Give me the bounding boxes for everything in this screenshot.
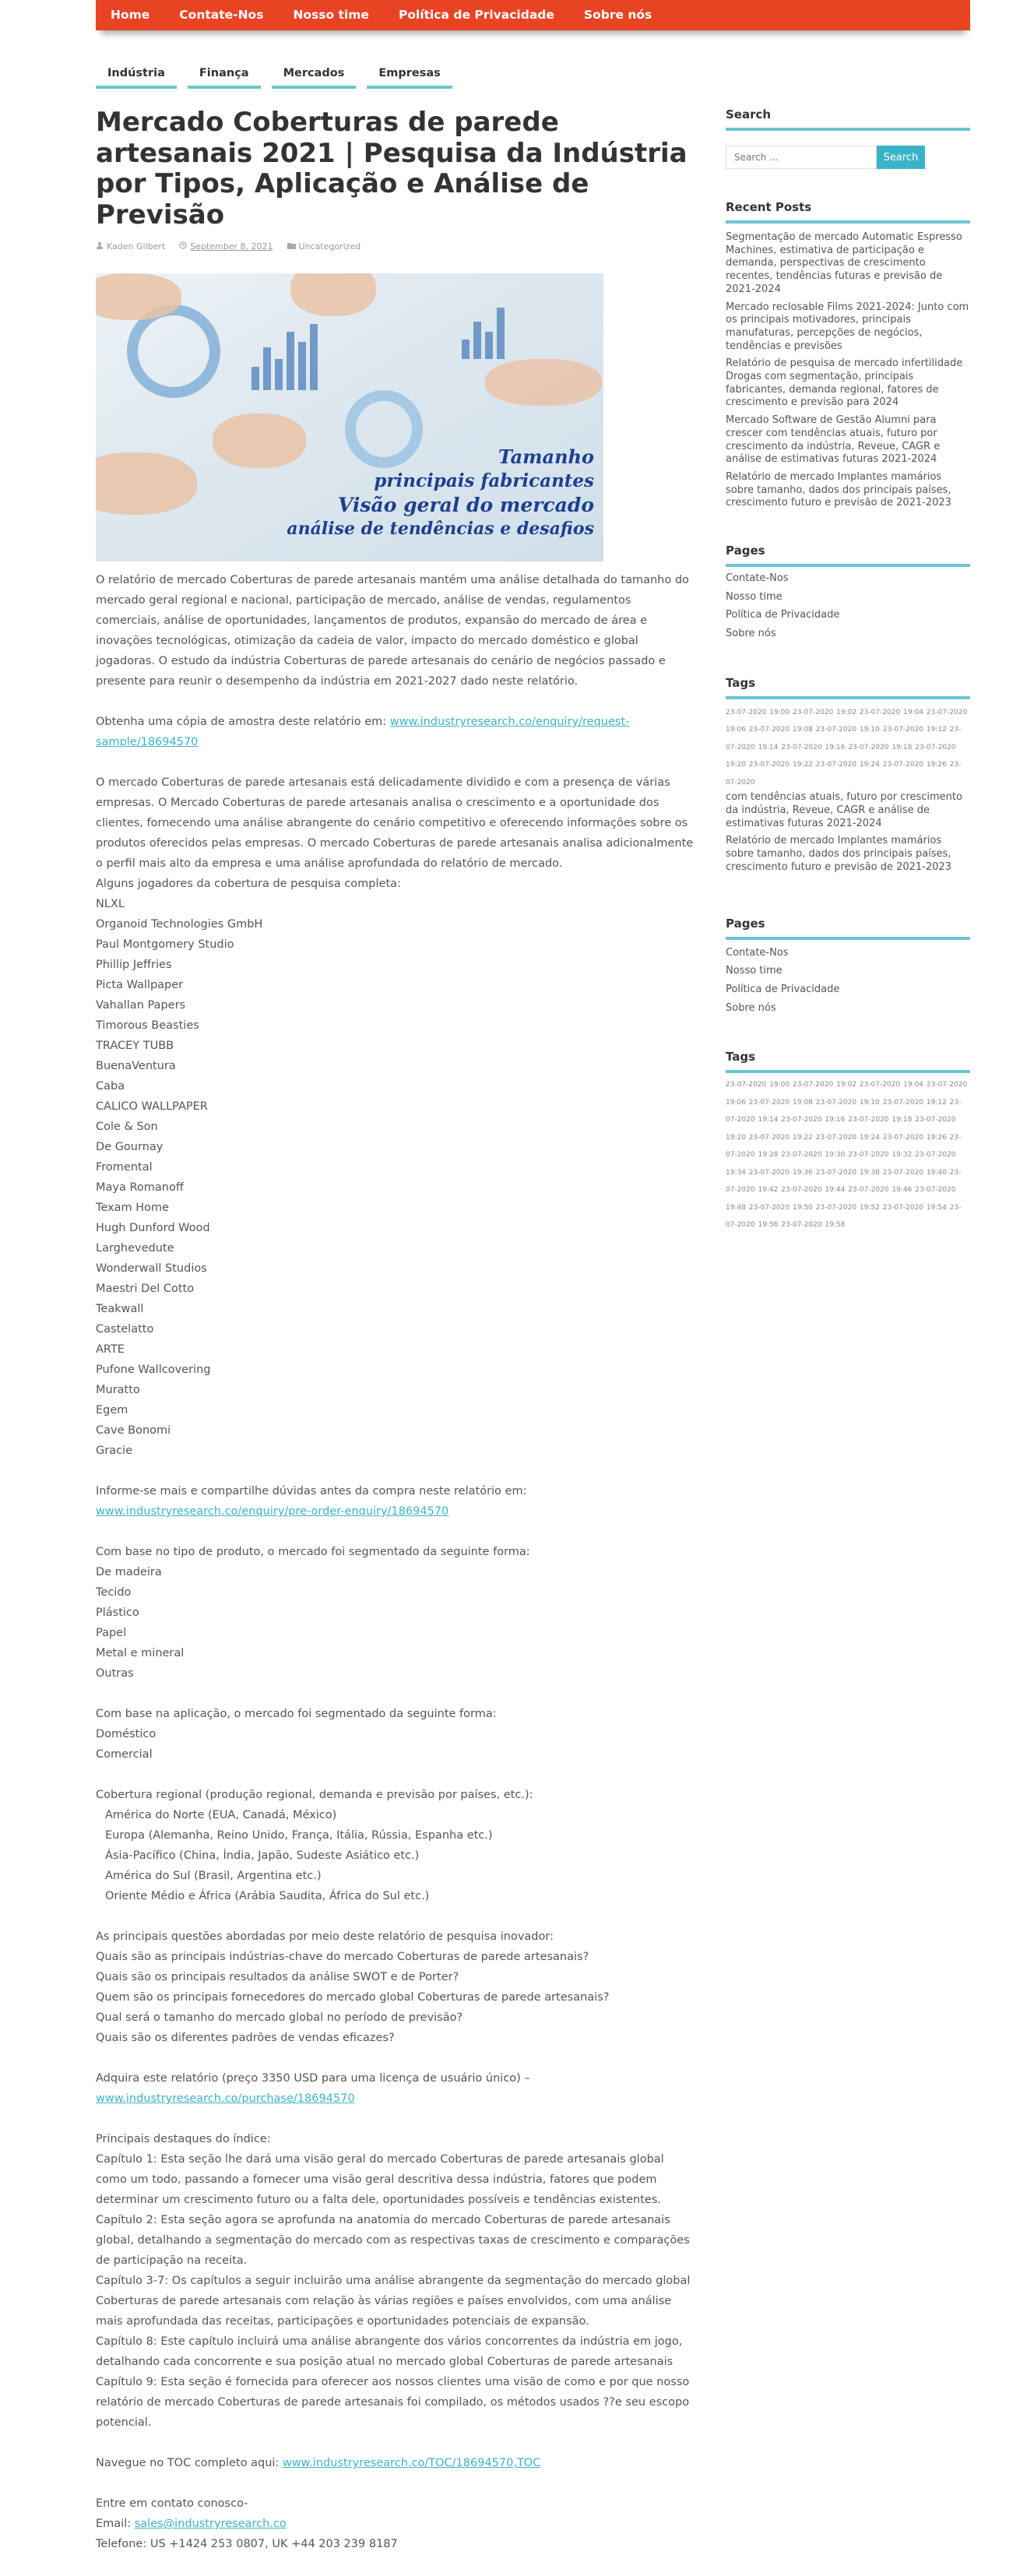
page-link[interactable]: Nosso time (726, 965, 783, 977)
players-list (96, 894, 695, 1461)
player-item: Teakwall (96, 1303, 144, 1315)
page-link[interactable]: Contate-Nos (726, 946, 789, 959)
pages-widget (726, 544, 970, 641)
player-item: Phillip Jeffries (96, 959, 172, 971)
player-item: De Gournay (96, 1141, 164, 1153)
player-item: Caba (96, 1080, 125, 1093)
post-date[interactable]: September 8, 2021 (190, 241, 273, 252)
region-item: América do Sul (Brasil, Argentina etc.) (105, 1870, 322, 1882)
hand-graphic (290, 273, 376, 316)
nav-privacidade[interactable]: Política de Privacidade (398, 8, 554, 22)
player-item: Muratto (96, 1384, 140, 1396)
player-item: Pufone Wallcovering (96, 1364, 211, 1376)
toc-heading: Principais destaques do índice: (96, 2133, 271, 2145)
question-item: Qual será o tamanho do mercado global no período de previsão? (96, 2011, 463, 2024)
question-item: Quais são os diferentes padrões de vendas eficazes? (96, 2032, 395, 2044)
post-date-meta (179, 241, 273, 252)
preorder-paragraph (96, 1501, 695, 1522)
pages-list (726, 572, 970, 641)
hand-graphic (96, 273, 181, 320)
nav-home[interactable]: Home (111, 8, 150, 22)
player-item: Hugh Dunford Wood (96, 1222, 210, 1234)
player-item: Castelatto (96, 1323, 154, 1336)
search-button[interactable]: Search (877, 146, 925, 169)
player-item: Organoid Technologies GmbH (96, 918, 263, 931)
category-nav (96, 67, 452, 89)
nav-nosso-time[interactable]: Nosso time (293, 8, 369, 22)
caption-line: Visão geral do mercado (337, 494, 594, 516)
player-item: Paul Montgomery Studio (96, 938, 234, 951)
toc-list (96, 2149, 695, 2433)
questions-heading: As principais questões abordadas por meio deste relatório de pesquisa inovador: (96, 1930, 554, 1943)
tags-overflow-list (726, 791, 970, 874)
sample-text: Obtenha uma cópia de amostra deste relatório em: (96, 716, 390, 728)
recent-post-link[interactable]: Mercado reclosable Films 2021-2024: Junto com os principais motivadores, principais manufaturas, percepções de negócios, tendências e previsões (726, 301, 969, 352)
toc-item: Capítulo 2: Esta seção agora se aprofunda na anatomia do mercado Coberturas de parede artesanais global, detalhando a segmentação do mercado com as respectivas taxas de crescimento e comparações de participação na receita. (96, 2214, 690, 2267)
player-item: Maestri Del Cotto (96, 1283, 195, 1295)
post-article (96, 107, 695, 2554)
tags-title-2: Tags (726, 1050, 970, 1073)
type-item: Outras (96, 1667, 134, 1680)
post-content (96, 570, 695, 2554)
page-link[interactable]: Política de Privacidade (726, 984, 840, 995)
post-author-meta (96, 241, 165, 252)
recent-posts-widget (726, 200, 970, 510)
question-item: Quais são as principais indústrias-chave do mercado Coberturas de parede artesanais? (96, 1951, 589, 1963)
preorder-link[interactable]: www.industryresearch.co/enquiry/pre-order-enquiry/18694570 (96, 1505, 449, 1518)
search-input[interactable] (726, 146, 877, 169)
purchase-paragraph (96, 2089, 695, 2109)
contact-heading: Entre em contato conosco- (96, 2497, 248, 2510)
player-item: Texam Home (96, 1202, 170, 1214)
sample-link[interactable]: www.industryresearch.co/enquiry/request-sample/18694570 (96, 716, 630, 748)
toc-link-text: Navegue no TOC completo aqui: (96, 2457, 283, 2469)
bar-chart-graphic (462, 304, 505, 359)
region-heading: Cobertura regional (produção regional, demanda e previsão por países, etc.): (96, 1789, 533, 1801)
player-item: Wonderwall Studios (96, 1262, 207, 1275)
tag-cloud[interactable]: 23-07-2020 19:00 23-07-2020 19:02 23-07-2020 19:04 23-07-2020 19:06 23-07-2020 19:08 23-07-2020 19:10 23-07-2020 19:12 23-07-2020 19:14 23-07-2020 19:16 23-07-2020 19:18 23-07-2020 19:20 23-07-2020 19:22 23-07-2020 19:24 23-07-2020 19:26 23-07-2020 (726, 708, 968, 787)
player-item: Cave Bonomi (96, 1424, 171, 1437)
page-link[interactable]: Sobre nós (726, 628, 776, 640)
category-empresas[interactable]: Empresas (367, 67, 452, 89)
email-paragraph (96, 2514, 695, 2534)
recent-post-link[interactable]: Mercado Software de Gestão Alumni para crescer com tendências atuais, futuro por crescimento da indústria, Reveue, CAGR e análise de estimativas futuras 2021-2024 (726, 414, 941, 466)
recent-posts-list (726, 231, 970, 510)
player-item: Cole & Son (96, 1121, 158, 1133)
tag-cloud-2[interactable]: 23-07-2020 19:00 23-07-2020 19:02 23-07-2020 19:04 23-07-2020 19:06 23-07-2020 19:08 23-07-2020 19:10 23-07-2020 19:12 23-07-2020 19:14 23-07-2020 19:16 23-07-2020 19:18 23-07-2020 19:20 23-07-2020 19:22 23-07-2020 19:24 23-07-2020 19:26 23-07-2020 19:28 23-07-2020 19:30 23-07-2020 19:32 23-07-2020 19:34 23-07-2020 19:36 23-07-2020 19:38 23-07-2020 19:40 23-07-2020 19:42 23-07-2020 19:44 23-07-2020 19:46 23-07-2020 19:48 23-07-2020 19:50 23-07-2020 19:52 23-07-2020 19:54 23-07-2020 19:56 23-07-2020 19:58 (726, 1081, 968, 1230)
user-icon (96, 241, 104, 252)
pages-title-2: Pages (726, 917, 970, 940)
player-item: Egem (96, 1404, 128, 1416)
types-list (96, 1562, 695, 1684)
toc-item: Capítulo 1: Esta seção lhe dará uma visão geral do mercado Coberturas de parede artesanais global como um todo, passando a fornecer uma visão geral descritiva dessa indústria, fatores que podem determinar um crescimento futuro ou a falta dele, oportunidades possíveis e tendências existentes. (96, 2153, 664, 2206)
application-item: Doméstico (96, 1728, 157, 1740)
search-widget (726, 107, 970, 169)
questions-list (96, 1947, 695, 2048)
application-item: Comercial (96, 1748, 153, 1761)
players-heading: Alguns jogadores da cobertura de pesquisa completa: (96, 878, 401, 890)
clock-icon (179, 241, 187, 252)
featured-image-caption (287, 445, 594, 541)
player-item: Picta Wallpaper (96, 979, 184, 991)
category-financa[interactable]: Finança (188, 67, 261, 89)
tags-title: Tags (726, 676, 970, 699)
caption-line: principais fabricantes (374, 470, 594, 491)
category-industria[interactable]: Indústria (96, 67, 177, 89)
type-item: De madeira (96, 1566, 162, 1578)
type-item: Plástico (96, 1606, 139, 1619)
player-item: Maya Romanoff (96, 1181, 184, 1194)
search-widget-title: Search (726, 107, 970, 131)
post-meta (96, 241, 695, 252)
recent-post-link[interactable]: Relatório de mercado Implantes mamários sobre tamanho, dados dos principais países, crescimento futuro e previsão de 2021-2023 (726, 835, 951, 873)
bar-chart-graphic (251, 320, 318, 390)
pages-widget-2 (726, 917, 970, 1015)
question-item: Quem são os principais fornecedores do mercado global Coberturas de parede artesanais? (96, 1991, 610, 2004)
hand-graphic (96, 452, 197, 515)
region-item: Europa (Alemanha, Reino Unido, França, Itália, Rússia, Espanha etc.) (105, 1829, 493, 1842)
page-link[interactable]: Contate-Nos (726, 572, 789, 585)
nav-contate-nos[interactable]: Contate-Nos (179, 8, 264, 22)
region-item: Ásia-Pacífico (China, Índia, Japão, Sudeste Asiático etc.) (105, 1849, 420, 1862)
preorder-text: Informe-se mais e compartilhe dúvidas antes da compra neste relatório em: (96, 1485, 527, 1497)
purchase-link[interactable]: www.industryresearch.co/purchase/18694570 (96, 2092, 355, 2105)
player-item: BuenaVentura (96, 1060, 176, 1072)
recent-post-link[interactable]: Relatório de pesquisa de mercado infertilidade Drogas com segmentação, principais fabricantes, demanda regional, fatores de crescimento e previsão para 2024 (726, 357, 963, 409)
sample-paragraph (96, 712, 695, 752)
toc-item: Capítulo 8: Este capítulo incluirá uma análise abrangente dos vários concorrentes da indústria em jogo, detalhando cada concorrente e sua posição atual no mercado global Coberturas de parede artesanais (96, 2335, 683, 2368)
type-item: Metal e mineral (96, 1647, 185, 1659)
application-heading: Com base na aplicação, o mercado foi segmentado da seguinte forma: (96, 1708, 497, 1720)
tags-widget (726, 676, 970, 875)
post-title: Mercado Coberturas de parede artesanais 2021 | Pesquisa da Indústria por Tipos, Aplicação e Análise de Previsão (96, 107, 688, 231)
top-nav (96, 0, 970, 30)
post-category[interactable]: Uncategorized (298, 241, 361, 252)
caption-line: análise de tendências e desafios (287, 519, 594, 539)
player-item: Fromental (96, 1161, 153, 1174)
tags-widget-2 (726, 1050, 970, 1234)
sidebar (726, 107, 970, 1234)
category-mercados[interactable]: Mercados (272, 67, 357, 89)
player-item: Larghevedute (96, 1242, 174, 1255)
type-heading: Com base no tipo de produto, o mercado foi segmentado da seguinte forma: (96, 1546, 530, 1558)
recent-post-link[interactable]: Segmentação de mercado Automatic Espresso Machines, estimativa de participação e demanda, perspectivas de crescimento recentes, tendências futuras e previsão de 2021-2024 (726, 231, 962, 295)
recent-post-link[interactable]: com tendências atuais, futuro por crescimento da indústria, Reveue, CAGR e análise de estimativas futuras 2021-2024 (726, 791, 962, 829)
player-item: Gracie (96, 1445, 133, 1457)
overview-paragraph: O mercado Coberturas de parede artesanais está delicadamente dividido e com a presença de várias empresas. O Mercado Coberturas de parede artesanais analisa o crescimento e a oportunidade dos clientes, fornecendo uma análise abrangente do cenário competitivo e oferecendo informações sobre os produtos oferecidos pelas empresas. O mercado Coberturas de parede artesanais analisa adicionalmente o perfil mais alto da empresa e uma análise aprofundada do relatório de mercado. (96, 776, 694, 870)
page-link[interactable]: Nosso time (726, 590, 783, 603)
pages-title: Pages (726, 544, 970, 567)
phone-text: Telefone: US +1424 253 0807, UK +44 203 239 8187 (96, 2538, 398, 2550)
pages-list-2 (726, 947, 970, 1015)
nav-sobre-nos[interactable]: Sobre nós (583, 8, 652, 22)
type-item: Tecido (96, 1586, 132, 1599)
applications-list (96, 1724, 695, 1765)
email-link[interactable]: sales@industryresearch.co (134, 2518, 287, 2530)
caption-line: Tamanho (498, 445, 594, 468)
toc-link-paragraph (96, 2453, 695, 2473)
post-category-meta (287, 241, 361, 252)
toc-item: Capítulo 9: Esta seção é fornecida para oferecer aos nossos clientes uma visão de como e por que nosso relatório de mercado Coberturas de parede artesanais foi compilado, os métodos usados ??e seu escopo potencial. (96, 2376, 690, 2429)
featured-image (96, 273, 603, 561)
recent-posts-title: Recent Posts (726, 200, 970, 223)
toc-link[interactable]: www.industryresearch.co/TOC/18694570,TOC (282, 2457, 541, 2469)
question-item: Quais são os principais resultados da análise SWOT e de Porter? (96, 1971, 459, 1983)
player-item: ARTE (96, 1343, 125, 1356)
player-item: NLXL (96, 898, 125, 910)
player-item: Vahallan Papers (96, 999, 186, 1012)
purchase-text: Adquira este relatório (preço 3350 USD para uma licença de usuário único) – (96, 2072, 530, 2085)
regions-list (96, 1805, 695, 1906)
player-item: CALICO WALLPAPER (96, 1100, 208, 1113)
player-item: TRACEY TUBB (96, 1040, 174, 1052)
recent-post-link[interactable]: Relatório de mercado Implantes mamários sobre tamanho, dados dos principais países, crescimento futuro e previsão de 2021-2023 (726, 470, 951, 509)
post-author[interactable]: Kaden Gilbert (107, 241, 166, 252)
search-form (726, 146, 970, 169)
hand-graphic (485, 359, 602, 406)
page-link[interactable]: Sobre nós (726, 1001, 776, 1014)
email-label: Email: (96, 2518, 135, 2530)
page-link[interactable]: Política de Privacidade (726, 609, 840, 621)
folder-icon (287, 241, 296, 252)
intro-paragraph: O relatório de mercado Coberturas de parede artesanais mantém uma análise detalhada do tamanho do mercado geral regional e nacional, participação de mercado, análise de vendas, regulamentos comerciais, análise de oportunidades, lançamentos de produtos, expansão do mercado de área e inovações tecnológicas, otimização da cadeia de valor, impacto do mercado doméstico e global jogadoras. O estudo da indústria Coberturas de parede artesanais do cenário de negócios passado e presente para reunir o desempenho da indústria em 2021-2027 dado neste relatório. (96, 574, 689, 688)
player-item: Timorous Beasties (96, 1019, 199, 1032)
type-item: Papel (96, 1627, 127, 1639)
region-item: América do Norte (EUA, Canadá, México) (105, 1809, 337, 1821)
toc-item: Capítulo 3-7: Os capítulos a seguir incluirão uma análise abrangente da segmentação do mercado global Coberturas de parede artesanais com relação às várias regiões e países envolvidos, com uma análise mais aprofundada das receitas, participações e oportunidades potenciais de expansão. (96, 2275, 691, 2328)
region-item: Oriente Médio e África (Arábia Saudita, África do Sul etc.) (105, 1890, 430, 1902)
